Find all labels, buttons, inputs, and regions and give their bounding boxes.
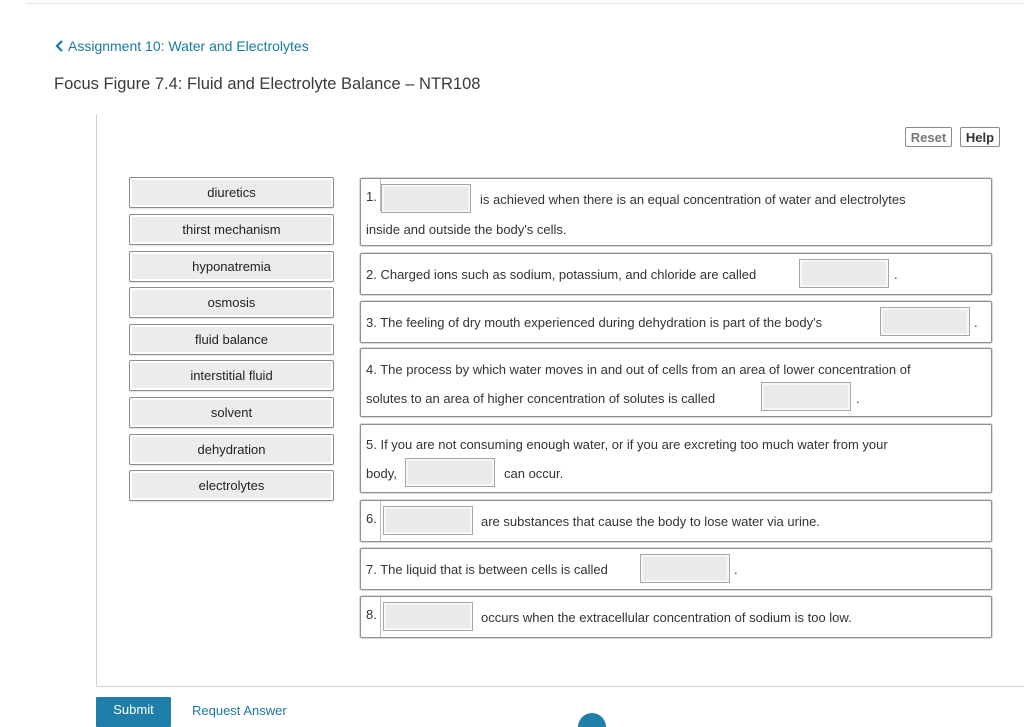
question-2-text: 2. Charged ions such as sodium, potassium, and chloride are called [366,267,757,282]
submit-button[interactable]: Submit [96,697,171,727]
drop-target-3[interactable] [880,307,970,336]
question-3 [360,301,992,343]
question-2 [360,253,992,295]
question-5 [360,424,992,493]
drop-target-2[interactable] [799,259,889,288]
request-answer-link[interactable]: Request Answer [192,703,287,718]
question-1 [360,178,992,246]
question-8-number: 8. [361,597,381,637]
question-5-text-a: 5. If you are not consuming enough water, or if you are excreting too much water from your [366,437,888,452]
question-5-text-c: can occur. [504,466,564,481]
question-6-text: are substances that cause the body to lose water via urine. [481,514,820,529]
top-divider [26,3,1024,4]
drop-target-4[interactable] [761,382,851,411]
question-6-number: 6. [361,501,381,541]
label-solvent[interactable]: solvent [129,397,334,428]
chevron-left-icon [54,40,64,52]
question-7-end: . [734,562,738,577]
question-4-end: . [856,391,860,406]
drop-target-5[interactable] [405,458,495,487]
question-8 [360,596,992,638]
question-4 [360,348,992,417]
label-osmosis[interactable]: osmosis [129,287,334,318]
question-6 [360,500,992,542]
label-fluid-balance[interactable]: fluid balance [129,324,334,355]
label-diuretics[interactable]: diuretics [129,177,334,208]
breadcrumb[interactable] [54,38,309,54]
label-thirst-mechanism[interactable]: thirst mechanism [129,214,334,245]
question-4-text-b: solutes to an area of higher concentration of solutes is called [366,391,716,406]
drop-target-8[interactable] [383,602,473,631]
label-electrolytes[interactable]: electrolytes [129,470,334,501]
feedback-indicator [578,713,606,727]
drop-target-6[interactable] [383,506,473,535]
question-2-end: . [894,267,898,282]
reset-button[interactable]: Reset [905,127,952,147]
drop-target-7[interactable] [640,554,730,583]
help-button[interactable]: Help [960,127,1000,147]
question-3-text: 3. The feeling of dry mouth experienced during dehydration is part of the body's [366,315,823,330]
label-hyponatremia[interactable]: hyponatremia [129,251,334,282]
question-1-text-b: inside and outside the body's cells. [366,222,567,237]
question-8-text: occurs when the extracellular concentration of sodium is too low. [481,610,852,625]
question-4-text-a: 4. The process by which water moves in and out of cells from an area of lower concentration of [366,362,911,377]
question-5-text-b: body, [366,466,397,481]
question-3-end: . [974,315,978,330]
question-1-number: 1. [361,179,381,211]
label-dehydration[interactable]: dehydration [129,434,334,465]
drop-target-1[interactable] [381,184,471,213]
question-7-text: 7. The liquid that is between cells is called [366,562,608,577]
breadcrumb-link[interactable]: Assignment 10: Water and Electrolytes [68,38,309,54]
page-title: Focus Figure 7.4: Fluid and Electrolyte Balance – NTR108 [54,75,481,93]
question-1-text-a: is achieved when there is an equal concentration of water and electrolytes [480,192,906,207]
question-7 [360,548,992,590]
label-interstitial-fluid[interactable]: interstitial fluid [129,360,334,391]
